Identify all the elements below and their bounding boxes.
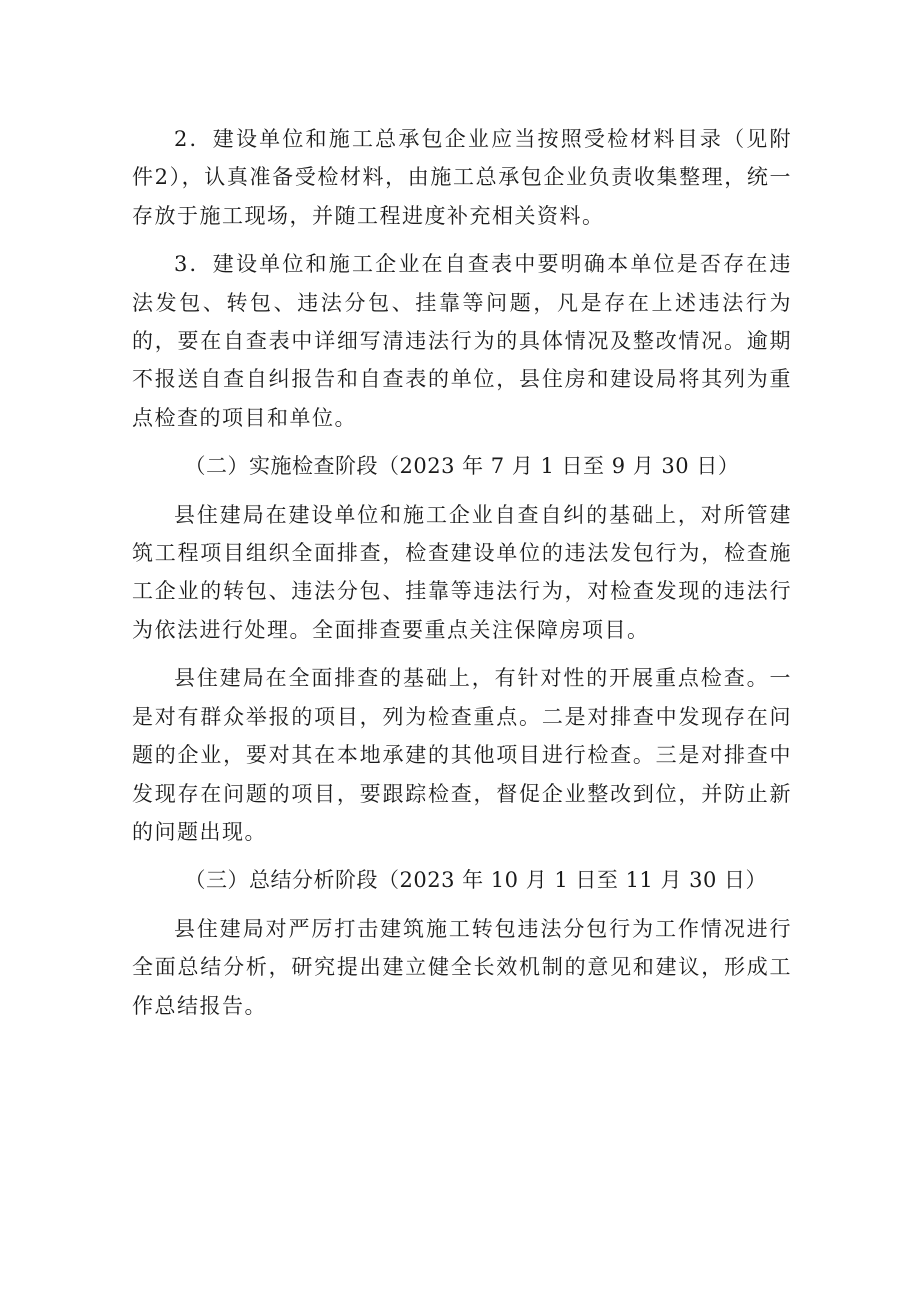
- paragraph-item-2: 2．建设单位和施工总承包企业应当按照受检材料目录（见附件2），认真准备受检材料，由施工总承包企业负责收集整理，统一存放于施工现场，并随工程进度补充相关资料。: [132, 127, 792, 228]
- section-heading-implementation: （二）实施检查阶段（2023 年 7 月 1 日至 9 月 30 日）: [184, 454, 740, 479]
- paragraph-key-inspection: 县住建局在全面排查的基础上，有针对性的开展重点检查。一是对有群众举报的项目，列为检查重点。二是对排查中发现存在问题的企业，要对其在本地承建的其他项目进行检查。三是对排查中发现存在问题的项目，要跟踪检查，督促企业整改到位，并防止新的问题出现。: [132, 666, 792, 844]
- section-heading-summary: （三）总结分析阶段（2023 年 10 月 1 日至 11 月 30 日）: [184, 868, 768, 893]
- paragraph-summary: 县住建局对严厉打击建筑施工转包违法分包行为工作情况进行全面总结分析，研究提出建立健全长效机制的意见和建议，形成工作总结报告。: [132, 916, 792, 1018]
- paragraph-full-inspection: 县住建局在建设单位和施工企业自查自纠的基础上，对所管建筑工程项目组织全面排查，检查建设单位的违法发包行为，检查施工企业的转包、违法分包、挂靠等违法行为，对检查发现的违法行为依法进行处理。全面排查要重点关注保障房项目。: [132, 502, 792, 642]
- paragraph-item-3: 3．建设单位和施工企业在自查表中要明确本单位是否存在违法发包、转包、违法分包、挂靠等问题，凡是存在上述违法行为的，要在自查表中详细写清违法行为的具体情况及整改情况。逾期不报送自查自纠报告和自查表的单位，县住房和建设局将其列为重点检查的项目和单位。: [132, 252, 792, 430]
- document-page: [132, 120, 792, 1025]
